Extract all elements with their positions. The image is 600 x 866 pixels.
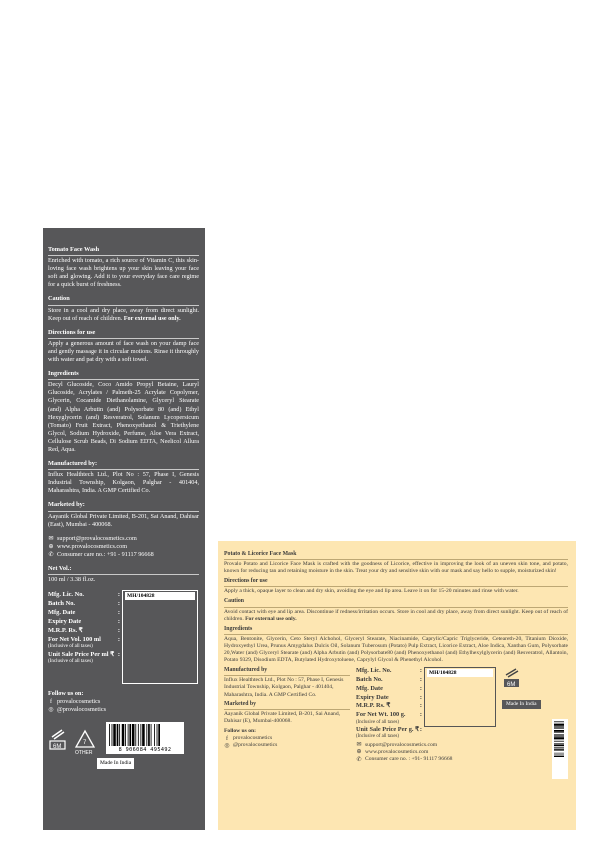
- ingredients-section: [48, 370, 199, 454]
- barcode-bars: [552, 719, 568, 779]
- instagram-row: ◎ @provalocosmetics: [224, 742, 278, 749]
- contact-section: [356, 742, 496, 763]
- facebook-row: f provalocosmetics: [50, 698, 101, 706]
- label-row: For Net Vol. 100 ml :: [48, 636, 120, 644]
- potato-licorice-face-mask-panel: [218, 541, 576, 830]
- barcode: [106, 722, 184, 754]
- batch-info-box: [424, 667, 496, 727]
- net-volume-value: 100 ml / 3.38 fl.oz.: [48, 576, 96, 584]
- instagram-row: ◎ @provalocosmetics: [48, 706, 106, 714]
- product-description-section: [48, 246, 199, 289]
- social-section: [48, 690, 199, 714]
- inclusive-taxes-note: (Inclusive of all taxes): [356, 734, 400, 740]
- directions-title: Directions for use: [224, 578, 568, 587]
- label-row: Mfg. Date :: [48, 609, 120, 617]
- made-in-india-tag: Made In India: [502, 700, 541, 709]
- label-row: Unit Sale Price Per ml ₹ :: [48, 651, 120, 659]
- product-title: Potato & Licorice Face Mask: [224, 551, 568, 560]
- caution-text: Store in a cool and dry place, away from direct sunlight. Keep out of reach of children. For external use only.: [48, 306, 199, 322]
- caution-title: Caution: [48, 295, 199, 305]
- net-volume-section: [48, 565, 199, 584]
- barcode-number: 8 906084 495492: [118, 747, 172, 754]
- inclusive-taxes-note: (Inclusive of all taxes): [48, 644, 93, 650]
- product-description-section: [224, 551, 568, 575]
- batch-info-table: [48, 590, 199, 684]
- follow-title: Follow us on:: [224, 727, 257, 734]
- directions-title: Directions for use: [48, 329, 199, 339]
- label-row: Batch No. :: [48, 600, 120, 608]
- email-row: ✉ support@provalocosmetics.com: [48, 534, 137, 542]
- caution-text: Avoid contact with eye and lip area. Discontinue if redness/irritation occurs. Store in cool and dry place, away from direct sunlight. Keep out of reach of children. For external use only.: [224, 608, 568, 622]
- batch-info-column: [356, 667, 496, 763]
- instagram-icon: ◎: [48, 707, 54, 714]
- phone-icon: ✆: [48, 551, 54, 558]
- facebook-icon: f: [50, 699, 52, 706]
- tomato-face-wash-panel: [43, 228, 205, 830]
- directions-section: [224, 578, 568, 595]
- batch-info-table: [356, 667, 496, 740]
- label-row: For Net Wt. 100 g. :: [356, 711, 422, 719]
- label-row: Expiry Date :: [356, 693, 422, 701]
- marketer-text: Aayanik Global Private Limited, B-201, Sai Anand, Dahisar (East), Mumbai - 400068.: [48, 512, 199, 528]
- phone-row: ✆ Consumer care no. : +91- 91117 96668: [356, 755, 453, 763]
- ingredients-section: [224, 626, 568, 664]
- manufacturer-section: [48, 460, 199, 495]
- facebook-icon: f: [226, 735, 228, 742]
- directions-text: Apply a generous amount of face wash on your damp face and gently massage it in circular motions. Rinse it throughly with water and pat dry with a soft towel.: [48, 339, 199, 364]
- symbols-row: [48, 722, 199, 754]
- svg-text:6M: 6M: [507, 682, 516, 689]
- directions-section: [48, 329, 199, 364]
- ingredients-title: Ingredients: [48, 370, 199, 380]
- label-row: Expiry Date :: [48, 618, 120, 626]
- vertical-barcode: [552, 719, 568, 779]
- email-icon: ✉: [356, 742, 362, 749]
- label-row: Mfg. Lic. No. :: [48, 591, 120, 599]
- batch-info-labels: [48, 590, 120, 684]
- inclusive-taxes-note: (Inclusive of all taxes): [48, 659, 93, 665]
- follow-title: Follow us on:: [48, 690, 84, 698]
- globe-icon: ⊕: [48, 543, 54, 550]
- contact-section: [48, 535, 199, 559]
- made-in-india-tag: Made In India: [97, 758, 134, 768]
- svg-text:6M: 6M: [53, 744, 62, 751]
- manufacturer-title: Manufactured by:: [48, 460, 199, 470]
- product-intro: Provalo Potato and Licorice Face Mask is crafted with the goodness of Licorice, effective in improving the look of an uneven skin tone, and potato, known for reducing tan and retaining moisture in the skin. Treat your dry and sensitive skin with our mask and say hello to supple, moisturized skin!: [224, 561, 568, 575]
- product-intro: Enriched with tomato, a rich source of Vitamin C, this skin-loving face wash brightens up your skin leaving your face soft and glowing. Add it to your everyday face care regime for a quick burst of freshness.: [48, 257, 199, 289]
- period-after-opening-icon: [502, 667, 522, 691]
- product-title: Tomato Face Wash: [48, 246, 199, 256]
- barcode-bars: [109, 724, 181, 746]
- net-volume-title: Net Vol.:: [48, 565, 199, 575]
- license-number: MH/104828: [427, 669, 493, 677]
- label-row: M.R.P. Rs. ₹ :: [48, 627, 120, 635]
- label-row: Mfg. Lic. No. :: [356, 667, 422, 675]
- web-row: ⊕ www.provalocosmetics.com: [356, 748, 429, 756]
- caution-title: Caution: [224, 598, 568, 607]
- directions-text: Apply a thick, opaque layer to clean and dry skin, avoiding the eye and lip area. Leave it on for 15-20 minutes and rinse with water.: [224, 588, 519, 595]
- svg-text:OTHER: OTHER: [75, 750, 93, 755]
- marketer-title: Marketed by: [224, 701, 350, 710]
- instagram-icon: ◎: [224, 742, 230, 749]
- label-row: Unit Sale Price Per g. ₹ :: [356, 725, 422, 733]
- email-row: ✉ support@provalocosmetics.com: [356, 741, 438, 749]
- globe-icon: ⊕: [356, 749, 362, 756]
- svg-text:7: 7: [83, 740, 87, 747]
- period-after-opening-icon: [48, 728, 68, 754]
- phone-icon: ✆: [356, 756, 362, 763]
- caution-section: [48, 295, 199, 322]
- facebook-row: f provalocosmetics: [226, 734, 273, 742]
- license-number: MH/104828: [125, 592, 195, 600]
- marketer-title: Marketed by:: [48, 501, 199, 511]
- label-row: Batch No. :: [356, 676, 422, 684]
- batch-info-box: [122, 590, 198, 684]
- ingredients-text: Decyl Glucoside, Coco Amido Propyl Betaine, Lauryl Glucoside, Acrylates / Palmeth-25 Acrylate Copolymer, Glycerin, Cocamide Diethanolamine, Glyceryl Stearate (and) Alpha Arbutin (and) Polysorbate 80 (and) Ethyl Hexyglycerin (and) Resveratrol, Solanum Lycopersicum (Tomato) Fruit Extract, Phenoxyethanol & Triethylene Glycol, Sodium Hydroxide, Perfume, Aloe Vera Extract, Cellulose Scrub Beads, Di Sodium EDTA, Neelicol Allura Red, Aqua.: [48, 381, 199, 453]
- company-column: [224, 667, 350, 763]
- email-icon: ✉: [48, 535, 54, 542]
- label-row: M.R.P. Rs. ₹ :: [356, 702, 422, 710]
- bottom-columns: [224, 667, 568, 763]
- ingredients-title: Ingredients: [224, 626, 568, 635]
- batch-info-labels: [356, 667, 422, 740]
- manufacturer-text: Influx Healthtech Ltd., Plot No : 57, Phase I, Genesis Industrial Township, Kolgaon, Palghar - 401404, Maharashtra, India. A GMP Certified Co.: [224, 677, 344, 698]
- marketer-section: [48, 501, 199, 528]
- label-row: Mfg. Date :: [356, 684, 422, 692]
- marketer-text: Aayanik Global Private Limited, B-201, Sai Anand, Dahisar (E), Mumbai-400068.: [224, 710, 341, 724]
- caution-section: [224, 598, 568, 622]
- web-row: ⊕ www.provalocosmetics.com: [48, 542, 128, 550]
- manufacturer-title: Manufactured by: [224, 667, 350, 676]
- phone-row: ✆ Consumer care no.: +91 - 91117 96668: [48, 550, 154, 558]
- recycle-icon: [72, 728, 98, 754]
- inclusive-taxes-note: (Inclusive of all taxes): [356, 720, 400, 725]
- manufacturer-text: Influx Healthtech Ltd., Plot No : 57, Phase I, Genesis Industrial Township, Kolgaon, Palghar - 401404, Maharashtra, India. A GMP Certified Co.: [48, 471, 199, 495]
- ingredients-text: Aqua, Bentonite, Glycerin, Ceto Steryl Alchohol, Glyceryl Stearate, Niacinamide, Caprylic/Capric Triglyceride, Ceteareth-20, Titanium Dioxide, Hydroxyethyl Urea, Prunus Amygdalus Dulcis Oil, Solanum Tuberosum (Potato) Pulp Extract, Licorice Extract, Aloe Indica, Xanthan Gum, Polysorbate 20,Water (and) Glyceryl Stearate (and) Alpha Arbutin (and) Polysorbate80 (and) Phenoxyethanol (and) Ethylhexylglycerin (and) Resveratrol, Allantoin, Potato 9329, Disodium EDTA, Butylated Hydroxytoluene, Caprylyl Glycol & Phenethyl Alcohol.: [224, 635, 568, 664]
